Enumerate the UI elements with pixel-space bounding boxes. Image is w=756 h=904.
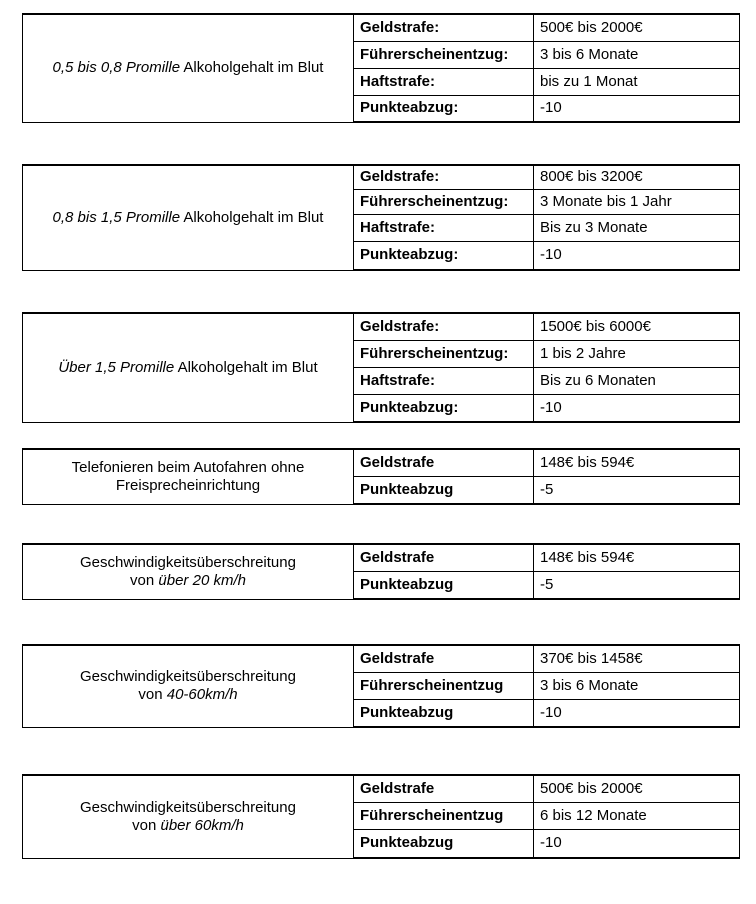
penalty-label: Führerscheinentzug: [354, 340, 534, 367]
penalty-label: Geldstrafe [354, 775, 534, 802]
penalty-table-speed-20 [22, 543, 740, 600]
penalty-table-alcohol-over-1-5 [22, 312, 740, 423]
penalty-value: 148€ bis 594€ [534, 449, 740, 476]
penalty-table-alcohol-0-8 [22, 164, 740, 271]
penalty-value: Bis zu 3 Monate [534, 214, 740, 241]
penalty-table-phone [22, 448, 740, 505]
penalty-value: -10 [534, 829, 740, 858]
penalty-table-speed-over-60 [22, 774, 740, 859]
offense-text-line2: Freisprecheinrichtung [115, 476, 261, 494]
offense-text-prefix: von [138, 686, 167, 704]
penalty-value: -5 [534, 571, 740, 599]
penalty-value: 6 bis 12 Monate [534, 802, 740, 829]
penalty-label: Geldstrafe: [354, 313, 534, 340]
penalty-label: Punkteabzug [354, 571, 534, 599]
penalty-value: 370€ bis 1458€ [534, 645, 740, 672]
offense-description [23, 14, 354, 122]
penalty-label: Geldstrafe: [354, 165, 534, 189]
penalty-label: Punkteabzug: [354, 394, 534, 422]
penalty-table-alcohol-0-5 [22, 13, 740, 123]
offense-description [23, 775, 354, 858]
penalty-value: 3 bis 6 Monate [534, 672, 740, 699]
penalty-value: 148€ bis 594€ [534, 544, 740, 571]
offense-description [23, 544, 354, 599]
penalty-value: -10 [534, 95, 740, 122]
offense-text-line1: Telefonieren beim Autofahren ohne [71, 458, 305, 476]
penalty-value: 500€ bis 2000€ [534, 775, 740, 802]
offense-text: Alkoholgehalt im Blut [180, 208, 324, 226]
penalty-label: Haftstrafe: [354, 367, 534, 394]
penalty-label: Führerscheinentzug: [354, 41, 534, 68]
offense-range: 0,8 bis 1,5 Promille [52, 208, 181, 226]
offense-description [23, 645, 354, 727]
offense-text: Alkoholgehalt im Blut [174, 358, 318, 376]
offense-description [23, 165, 354, 270]
penalty-value: bis zu 1 Monat [534, 68, 740, 95]
offense-text: Alkoholgehalt im Blut [180, 59, 324, 77]
penalty-value: 1500€ bis 6000€ [534, 313, 740, 340]
penalty-label: Geldstrafe [354, 645, 534, 672]
penalty-value: -10 [534, 241, 740, 270]
penalty-label: Punkteabzug: [354, 241, 534, 270]
offense-text-prefix: von [132, 816, 161, 834]
penalty-label: Führerscheinentzug [354, 802, 534, 829]
offense-range: Über 1,5 Promille [58, 358, 175, 376]
offense-text-line1: Geschwindigkeitsüberschreitung [80, 668, 296, 686]
penalty-value: 3 Monate bis 1 Jahr [534, 189, 740, 214]
offense-text-prefix: von [130, 571, 159, 589]
penalty-value: 800€ bis 3200€ [534, 165, 740, 189]
penalty-label: Führerscheinentzug [354, 672, 534, 699]
penalty-value: -10 [534, 394, 740, 422]
penalty-label: Punkteabzug [354, 829, 534, 858]
penalty-label: Geldstrafe: [354, 14, 534, 41]
penalty-value: 3 bis 6 Monate [534, 41, 740, 68]
offense-range: 40-60km/h [166, 686, 238, 704]
offense-text-line1: Geschwindigkeitsüberschreitung [80, 798, 296, 816]
penalty-value: 500€ bis 2000€ [534, 14, 740, 41]
penalty-value: 1 bis 2 Jahre [534, 340, 740, 367]
penalty-label: Führerscheinentzug: [354, 189, 534, 214]
penalty-label: Geldstrafe [354, 449, 534, 476]
penalty-value: -10 [534, 699, 740, 727]
penalty-value: -5 [534, 476, 740, 504]
penalty-value: Bis zu 6 Monaten [534, 367, 740, 394]
penalty-label: Haftstrafe: [354, 68, 534, 95]
penalty-label: Punkteabzug: [354, 95, 534, 122]
offense-description [23, 449, 354, 504]
penalty-table-speed-40-60 [22, 644, 740, 728]
offense-text-line1: Geschwindigkeitsüberschreitung [80, 553, 296, 571]
penalty-label: Haftstrafe: [354, 214, 534, 241]
penalty-label: Punkteabzug [354, 699, 534, 727]
offense-range: über 20 km/h [158, 571, 246, 589]
penalty-label: Punkteabzug [354, 476, 534, 504]
penalty-label: Geldstrafe [354, 544, 534, 571]
offense-range: über 60km/h [160, 816, 244, 834]
offense-description [23, 313, 354, 422]
offense-range: 0,5 bis 0,8 Promille [52, 59, 181, 77]
